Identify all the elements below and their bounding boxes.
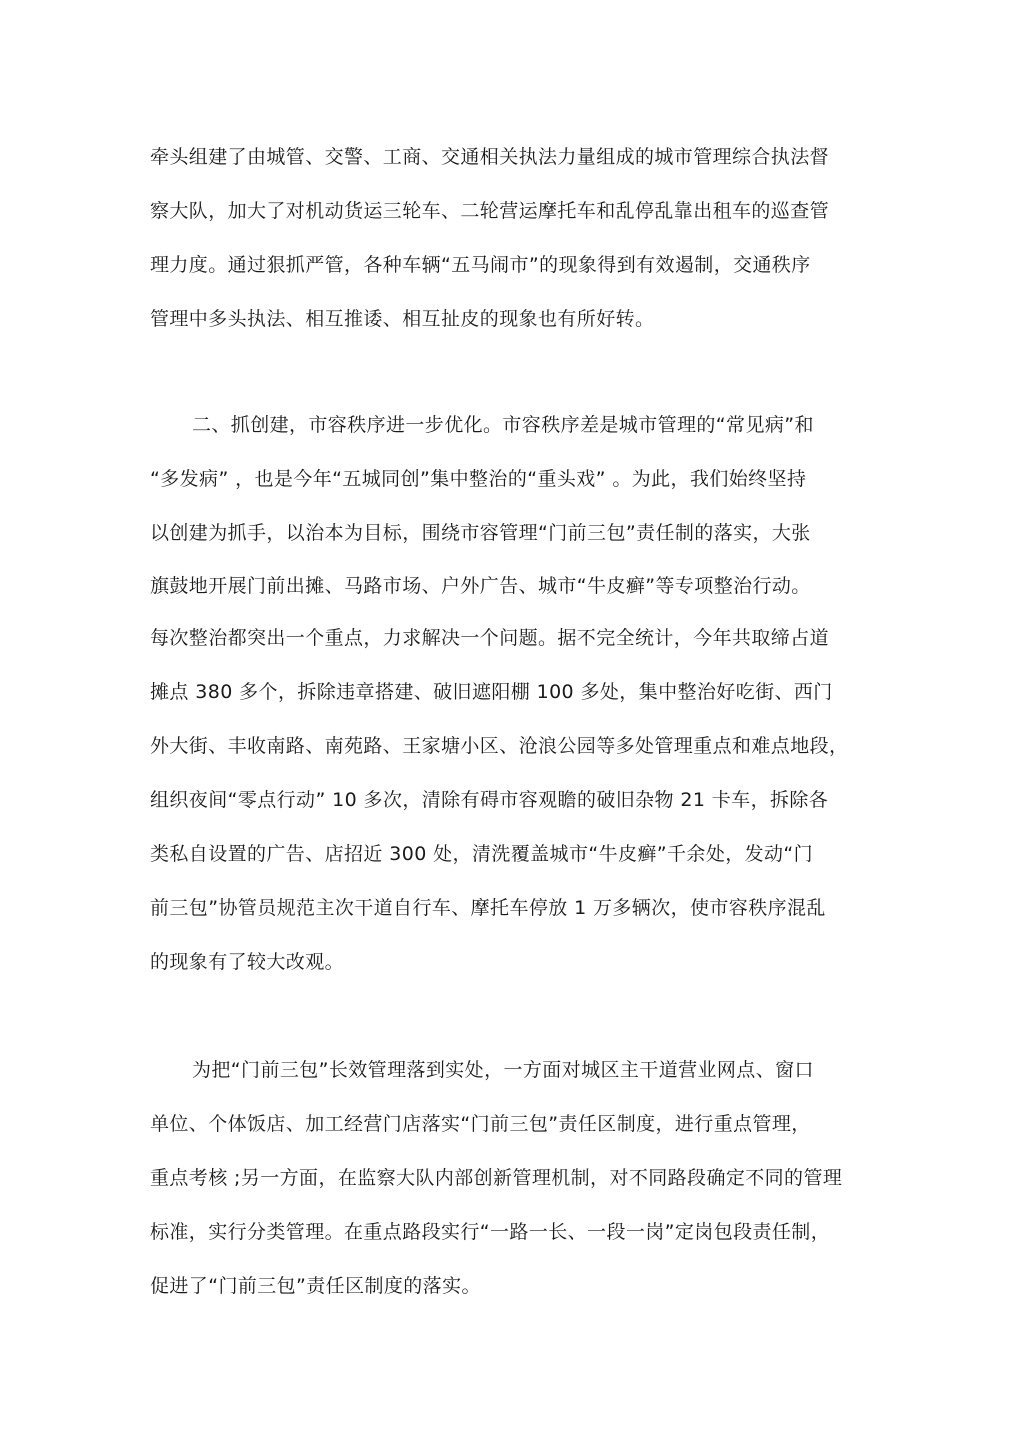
paragraph-three-guarantees bbox=[150, 1043, 890, 1313]
paragraph-city-appearance bbox=[150, 398, 890, 989]
text-line: 促进了“门前三包”责任区制度的落实。 bbox=[150, 1275, 481, 1297]
text-line: 理力度。通过狠抓严管，各种车辆“五马闹市”的现象得到有效遏制，交通秩序 bbox=[150, 254, 811, 276]
text-line: 旗鼓地开展门前出摊、马路市场、户外广告、城市“牛皮癣”等专项整治行动。 bbox=[150, 575, 811, 597]
text-line: 外大街、丰收南路、南苑路、王家塘小区、沧浪公园等多处管理重点和难点地段， bbox=[150, 735, 849, 757]
text-line: 察大队，加大了对机动货运三轮车、二轮营运摩托车和乱停乱靠出租车的巡查管 bbox=[150, 200, 830, 222]
text-line: 类私自设置的广告、店招近 300 处，清洗覆盖城市“牛皮癣”千余处，发动“门 bbox=[150, 843, 814, 865]
text-line: 为把“门前三包”长效管理落到实处，一方面对城区主干道营业网点、窗口 bbox=[192, 1059, 814, 1081]
text-line: 前三包”协管员规范主次干道自行车、摩托车停放 1 万多辆次，使市容秩序混乱 bbox=[150, 897, 826, 919]
text-line: 标准，实行分类管理。在重点路段实行“一路一长、一段一岗”定岗包段责任制， bbox=[150, 1221, 831, 1243]
text-line: 牵头组建了由城管、交警、工商、交通相关执法力量组成的城市管理综合执法督 bbox=[150, 146, 830, 168]
text-line: 单位、个体饭店、加工经营门店落实“门前三包”责任区制度，进行重点管理， bbox=[150, 1113, 811, 1135]
paragraph-traffic-order bbox=[150, 130, 890, 346]
text-line: 组织夜间“零点行动” 10 多次，清除有碍市容观瞻的破旧杂物 21 卡车，拆除各 bbox=[150, 789, 829, 811]
text-line: 每次整治都突出一个重点，力求解决一个问题。据不完全统计，今年共取缔占道 bbox=[150, 627, 830, 649]
text-line: 二、抓创建，市容秩序进一步优化。市容秩序差是城市管理的“常见病”和 bbox=[192, 414, 814, 436]
text-line: 摊点 380 多个，拆除违章搭建、破旧遮阳棚 100 多处，集中整治好吃街、西门 bbox=[150, 681, 833, 703]
text-line: “多发病” ，也是今年“五城同创”集中整治的“重头戏” 。为此，我们始终坚持 bbox=[150, 468, 807, 490]
text-line: 管理中多头执法、相互推诿、相互扯皮的现象也有所好转。 bbox=[150, 308, 655, 330]
text-line: 以创建为抓手，以治本为目标，围绕市容管理“门前三包”责任制的落实，大张 bbox=[150, 522, 811, 544]
text-line: 重点考核 ;另一方面，在监察大队内部创新管理机制，对不同路段确定不同的管理 bbox=[150, 1167, 843, 1189]
text-line: 的现象有了较大改观。 bbox=[150, 951, 345, 973]
